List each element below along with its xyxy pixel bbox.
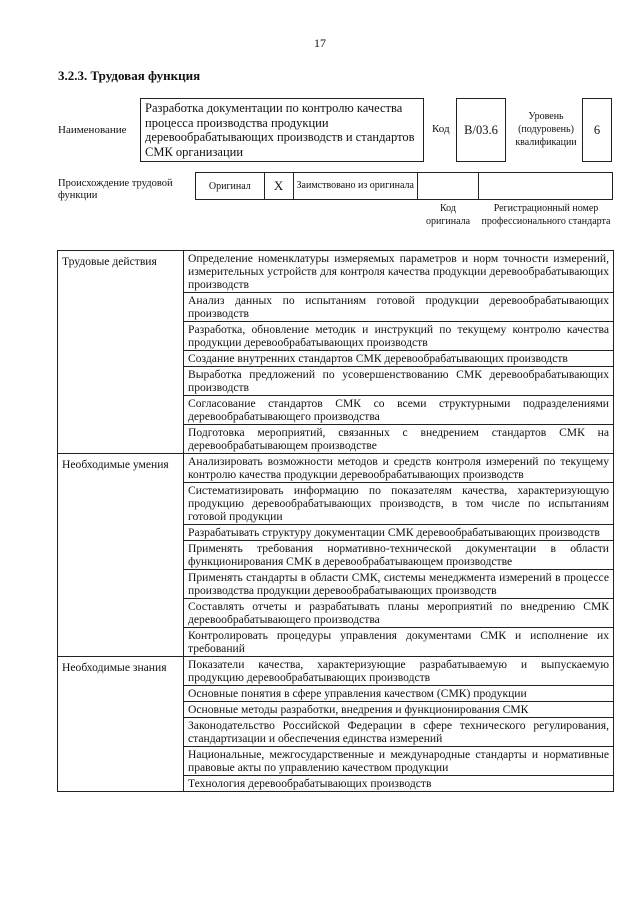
original-label: Оригинал [195,172,265,200]
requirement-item: Согласование стандартов СМК со всеми структурными подразделениями деревообрабатывающего производства [184,396,614,425]
requirement-item: Законодательство Российской Федерации в сфере технического регулирования, стандартизации и обеспечения единства измерений [184,718,614,747]
requirement-item: Основные понятия в сфере управления качеством (СМК) продукции [184,686,614,702]
section-category: Трудовые действия [58,251,184,454]
code-original-cell [417,172,479,200]
function-name-box: Разработка документации по контролю качества процесса производства продукции деревообрабатывающих производств и стандартов СМК организации [140,98,424,162]
borrowed-label: Заимствовано из оригинала [293,172,418,200]
table-row [58,657,614,686]
name-label: Наименование [58,124,127,136]
section-title: 3.2.3. Трудовая функция [58,68,201,83]
requirement-item: Контролировать процедуры управления документами СМК и исполнение их требований [184,628,614,657]
requirements-table [57,250,614,792]
origin-label: Происхождение трудовой функции [58,178,173,201]
requirement-item: Технология деревообрабатывающих производств [184,776,614,792]
page-number: 17 [314,36,326,50]
section-category: Необходимые знания [58,657,184,792]
requirement-item: Разработка, обновление методик и инструкций по текущему контролю качества продукции деревообрабатывающих производств [184,322,614,351]
reg-number-cell [478,172,613,200]
requirement-item: Разрабатывать структуру документации СМК деревообрабатывающих производств [184,525,614,541]
origin-row [195,172,613,200]
section-category: Необходимые умения [58,454,184,657]
requirement-item: Выработка предложений по усовершенствованию СМК деревообрабатывающих производств [184,367,614,396]
level-value: 6 [582,98,612,162]
requirement-item: Применять требования нормативно-технической документации в области функционирования СМК в деревообрабатывающем производстве [184,541,614,570]
requirement-item: Основные методы разработки, внедрения и функционирования СМК [184,702,614,718]
code-value: B/03.6 [456,98,506,162]
original-mark: X [264,172,294,200]
table-row [58,251,614,293]
requirement-item: Анализировать возможности методов и средств контроля измерений по текущему контролю качества продукции деревообрабатывающих производств [184,454,614,483]
requirement-item: Составлять отчеты и разрабатывать планы мероприятий по внедрению СМК деревообрабатывающего производства [184,599,614,628]
requirement-item: Подготовка мероприятий, связанных с внедрением стандартов СМК на деревообрабатывающем производстве [184,425,614,454]
code-original-label: Код оригинала [425,203,471,227]
requirement-item: Показатели качества, характеризующие разрабатываемую и выпускаемую продукцию деревообрабатывающих производств [184,657,614,686]
requirement-item: Определение номенклатуры измеряемых параметров и норм точности измерений, измерительных устройств для контроля качества продукции деревообрабатывающих производств [184,251,614,293]
requirement-item: Применять стандарты в области СМК, системы менеджмента измерений в процессе производства продукции деревообрабатывающих производств [184,570,614,599]
requirement-item: Национальные, межгосударственные и международные стандарты и нормативные правовые акты по управлению качеством продукции [184,747,614,776]
requirement-item: Анализ данных по испытаниям готовой продукции деревообрабатывающих производств [184,293,614,322]
reg-number-label: Регистрационный номер профессионального стандарта [481,203,611,227]
table-row [58,454,614,483]
requirement-item: Создание внутренних стандартов СМК деревообрабатывающих производств [184,351,614,367]
code-label: Код [432,123,450,135]
level-label: Уровень (подуровень) квалификации [515,111,577,148]
requirement-item: Систематизировать информацию по показателям качества, характеризующую продукцию деревообрабатывающих производств, в том числе по испытаниям готовой продукции [184,483,614,525]
